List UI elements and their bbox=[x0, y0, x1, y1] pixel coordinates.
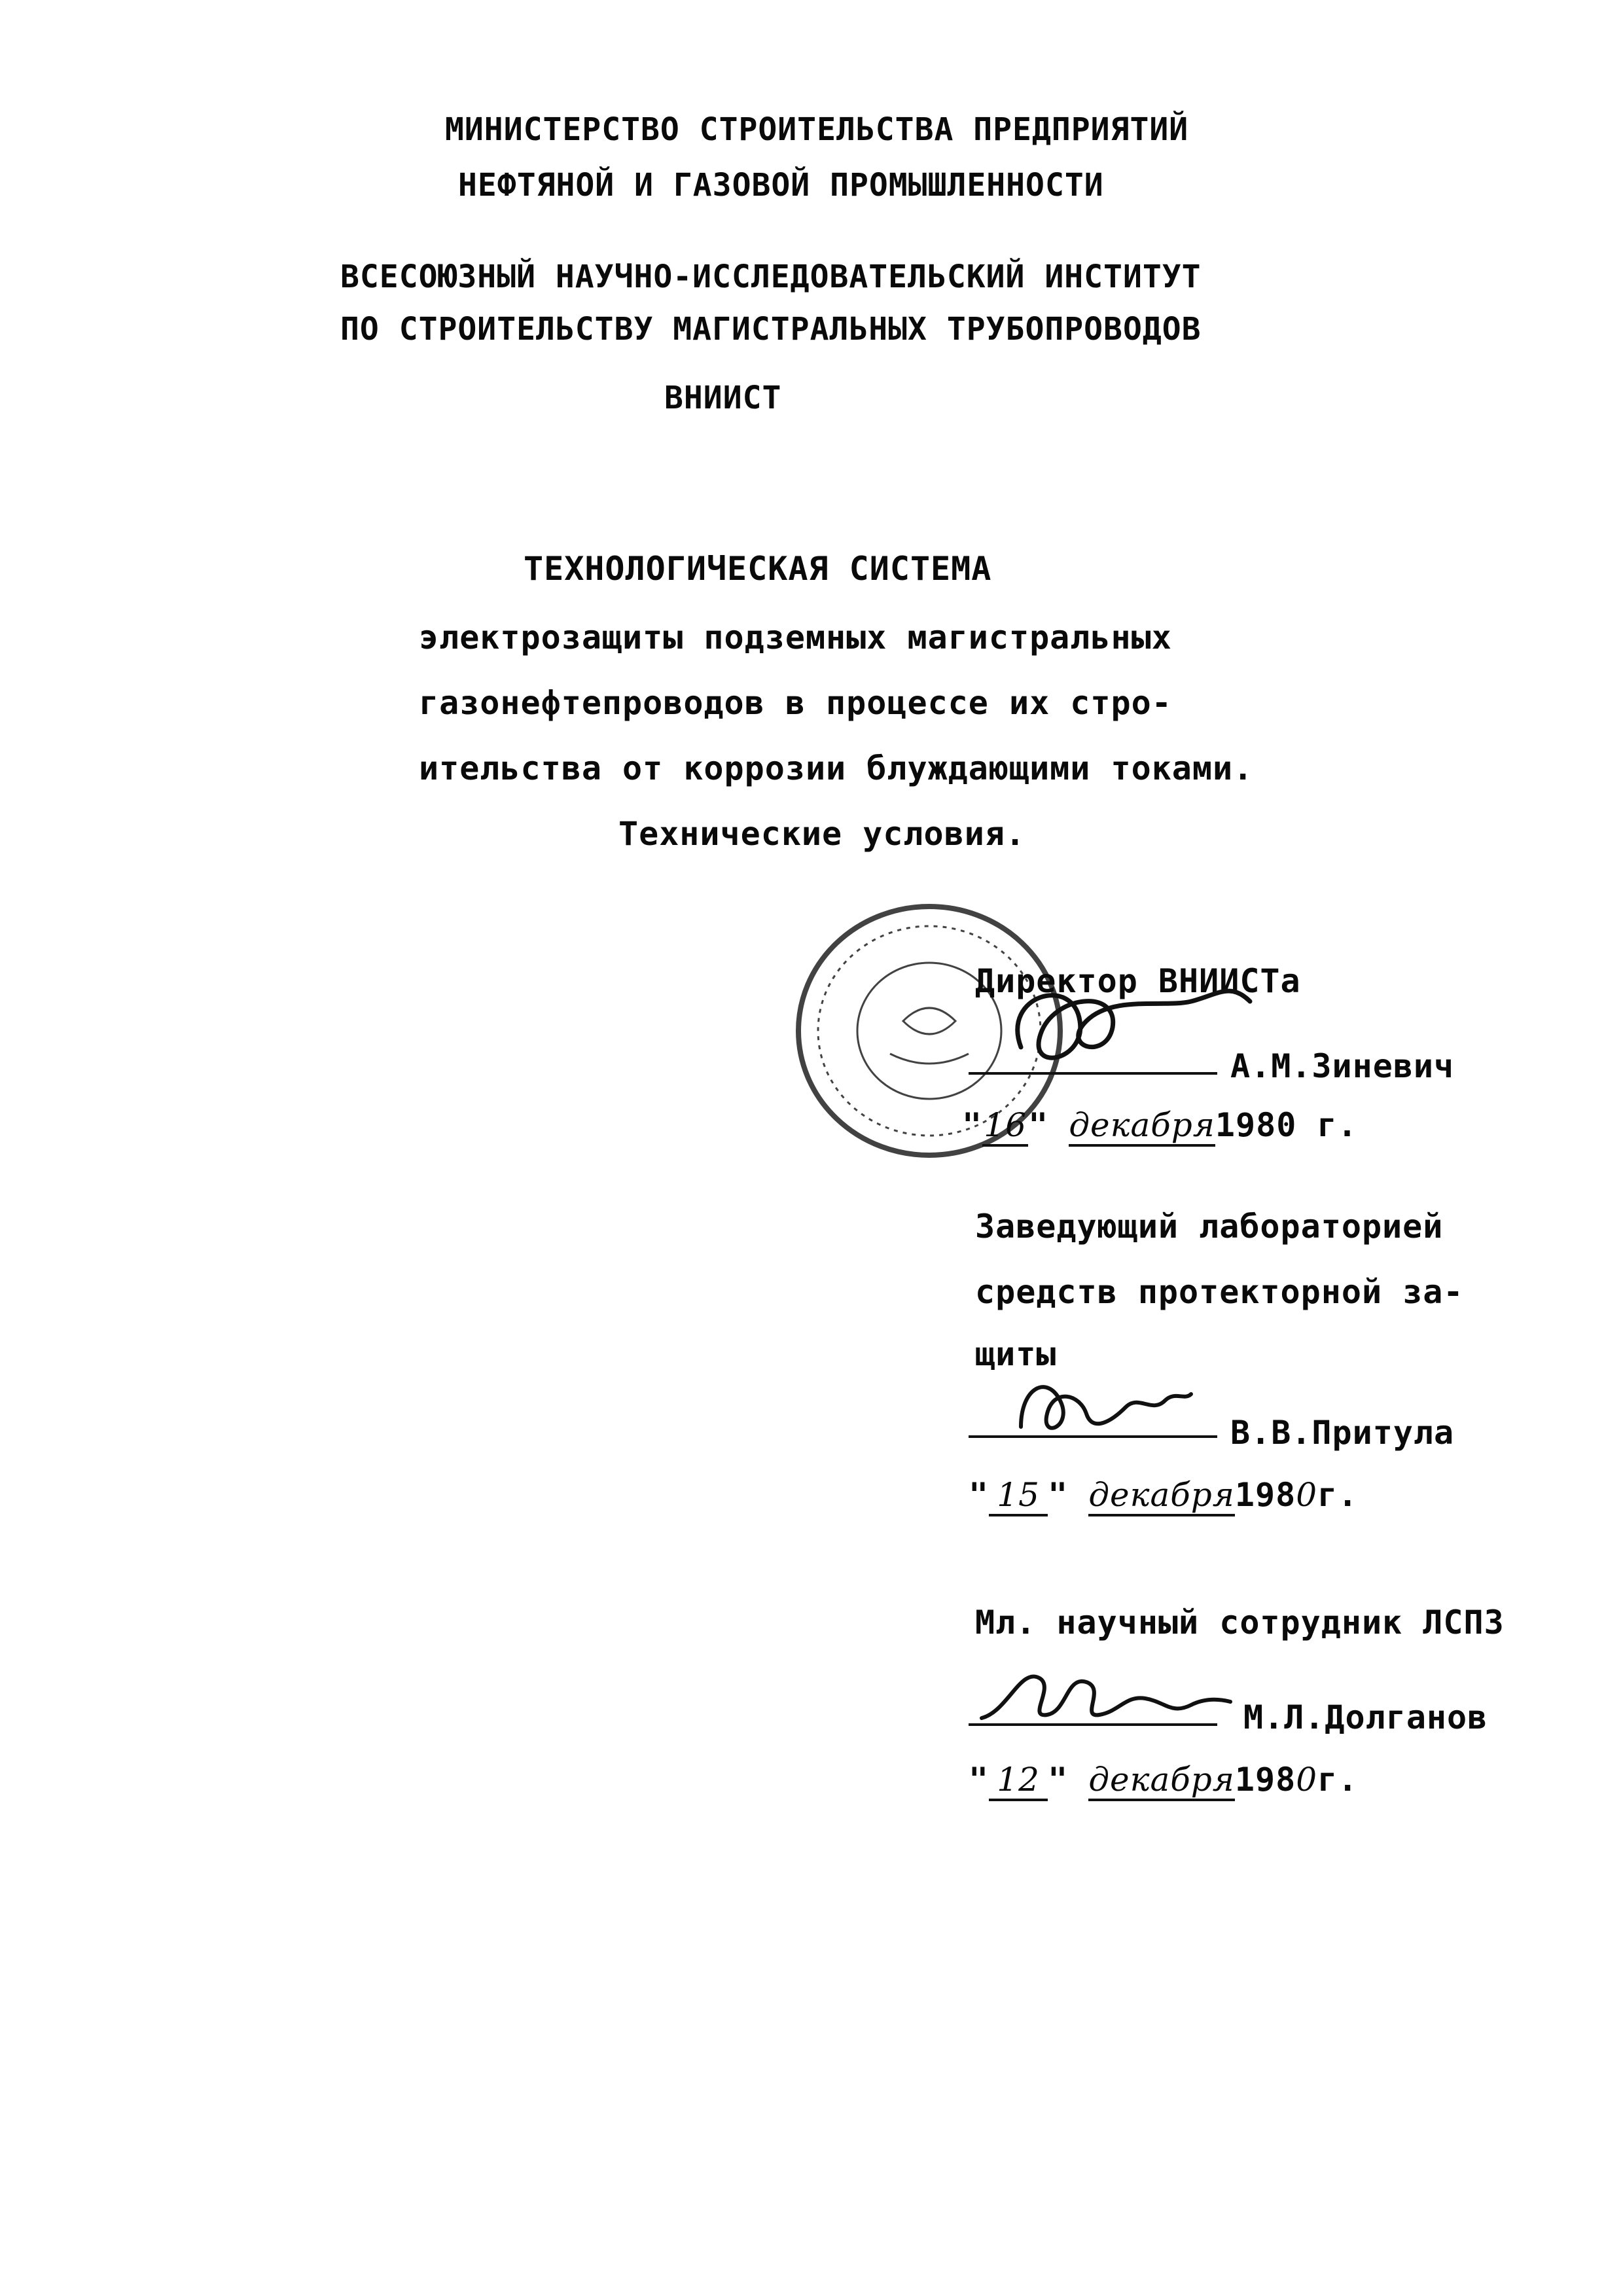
institute-abbreviation: ВНИИСТ bbox=[664, 380, 782, 416]
researcher-date-year-digit: 0 bbox=[1296, 1761, 1318, 1799]
lab-head-date-month: декабря bbox=[1088, 1476, 1235, 1516]
document-title-line-2: электрозащиты подземных магистральных bbox=[419, 619, 1172, 656]
institute-line-1: ВСЕСОЮЗНЫЙ НАУЧНО-ИССЛЕДОВАТЕЛЬСКИЙ ИНСТИТУТ bbox=[340, 259, 1202, 295]
ministry-line-1: МИНИСТЕРСТВО СТРОИТЕЛЬСТВА ПРЕДПРИЯТИЙ bbox=[445, 111, 1189, 148]
researcher-date bbox=[969, 1761, 1358, 1801]
director-date-year: 1980 г. bbox=[1215, 1106, 1358, 1144]
director-date-quote-open: " bbox=[962, 1106, 983, 1144]
lab-head-date-quote-open: " bbox=[969, 1476, 990, 1514]
researcher-date-year-suffix: г. bbox=[1317, 1761, 1359, 1799]
researcher-date-quote-open: " bbox=[969, 1761, 990, 1799]
document-title-line-5: Технические условия. bbox=[618, 815, 1026, 853]
director-name: А.М.Зиневич bbox=[1230, 1047, 1455, 1085]
lab-head-position-line-3: щиты bbox=[975, 1335, 1057, 1373]
researcher-date-year-prefix: 198 bbox=[1234, 1761, 1296, 1799]
ministry-line-2: НЕФТЯНОЙ И ГАЗОВОЙ ПРОМЫШЛЕННОСТИ bbox=[458, 167, 1104, 204]
document-title-line-1: ТЕХНОЛОГИЧЕСКАЯ СИСТЕМА bbox=[524, 550, 992, 588]
researcher-date-quote-close: " bbox=[1048, 1761, 1069, 1799]
director-date-day: 16 bbox=[982, 1106, 1028, 1147]
director-date-quote-close: " bbox=[1028, 1106, 1049, 1144]
lab-head-date-year-prefix: 198 bbox=[1234, 1476, 1296, 1514]
document-title-line-3: газонефтепроводов в процессе их стро- bbox=[419, 684, 1172, 722]
researcher-date-month: декабря bbox=[1088, 1761, 1235, 1801]
lab-head-name: В.В.Притула bbox=[1230, 1414, 1455, 1452]
lab-head-date-year-suffix: г. bbox=[1317, 1476, 1359, 1514]
document-title-line-4: ительства от коррозии блуждающими токами. bbox=[419, 749, 1254, 787]
director-position: Директор ВНИИСТа bbox=[975, 962, 1301, 1000]
researcher-date-day: 12 bbox=[989, 1761, 1048, 1801]
researcher-name: М.Л.Долганов bbox=[1243, 1698, 1488, 1736]
lab-head-date-quote-close: " bbox=[1048, 1476, 1069, 1514]
lab-head-position-line-1: Заведующий лабораторией bbox=[975, 1208, 1444, 1246]
lab-head-date-day: 15 bbox=[989, 1476, 1048, 1516]
institute-line-2: ПО СТРОИТЕЛЬСТВУ МАГИСТРАЛЬНЫХ ТРУБОПРОВОДОВ bbox=[340, 311, 1202, 348]
lab-head-position-line-2: средств протекторной за- bbox=[975, 1273, 1464, 1311]
lab-head-date-year-digit: 0 bbox=[1296, 1476, 1318, 1514]
director-date-month: декабря bbox=[1069, 1106, 1215, 1147]
researcher-position: Мл. научный сотрудник ЛСПЗ bbox=[975, 1604, 1505, 1641]
